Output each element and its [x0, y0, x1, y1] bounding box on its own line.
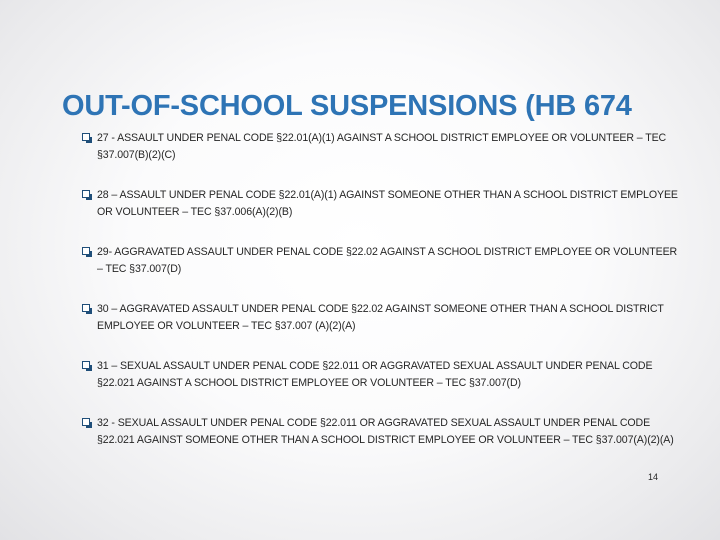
bullet-item	[82, 301, 682, 334]
bullet-text: 27 - ASSAULT UNDER PENAL CODE §22.01(A)(1) AGAINST A SCHOOL DISTRICT EMPLOYEE OR VOLUNTEER – TEC §37.007(B)(2)(C)	[97, 132, 667, 161]
bullet-item	[82, 244, 682, 277]
bullet-text: 32 - SEXUAL ASSAULT UNDER PENAL CODE §22.011 OR AGGRAVATED SEXUAL ASSAULT UNDER PENAL CODE §22.021 AGAINST SOMEONE OTHER THAN A SCHOOL DISTRICT EMPLOYEE OR VOLUNTEER – TEC §37.007(A)(2)(A)	[97, 417, 674, 446]
bullet-list	[82, 130, 682, 448]
bullet-text: 29- AGGRAVATED ASSAULT UNDER PENAL CODE §22.02 AGAINST A SCHOOL DISTRICT EMPLOYEE OR VOLUNTEER – TEC §37.007(D)	[97, 246, 678, 275]
bullet-text: 28 – ASSAULT UNDER PENAL CODE §22.01(A)(1) AGAINST SOMEONE OTHER THAN A SCHOOL DISTRICT EMPLOYEE OR VOLUNTEER – TEC §37.006(A)(2)(B)	[97, 189, 678, 218]
checkbox-square-icon	[82, 361, 90, 369]
checkbox-square-icon	[82, 190, 90, 198]
bullet-item	[82, 358, 682, 391]
checkbox-square-icon	[82, 418, 90, 426]
bullet-text: 31 – SEXUAL ASSAULT UNDER PENAL CODE §22.011 OR AGGRAVATED SEXUAL ASSAULT UNDER PENAL CODE §22.021 AGAINST A SCHOOL DISTRICT EMPLOYEE OR VOLUNTEER – TEC §37.007(D)	[97, 360, 653, 389]
checkbox-square-icon	[82, 133, 90, 141]
page-number: 14	[648, 472, 659, 482]
bullet-text: 30 – AGGRAVATED ASSAULT UNDER PENAL CODE §22.02 AGAINST SOMEONE OTHER THAN A SCHOOL DISTRICT EMPLOYEE OR VOLUNTEER – TEC §37.007 (A)(2)(A)	[97, 303, 664, 332]
slide-title: OUT-OF-SCHOOL SUSPENSIONS (HB 674	[62, 90, 632, 122]
bullet-item	[82, 415, 682, 448]
checkbox-square-icon	[82, 304, 90, 312]
bullet-item	[82, 130, 682, 163]
bullet-item	[82, 187, 682, 220]
checkbox-square-icon	[82, 247, 90, 255]
